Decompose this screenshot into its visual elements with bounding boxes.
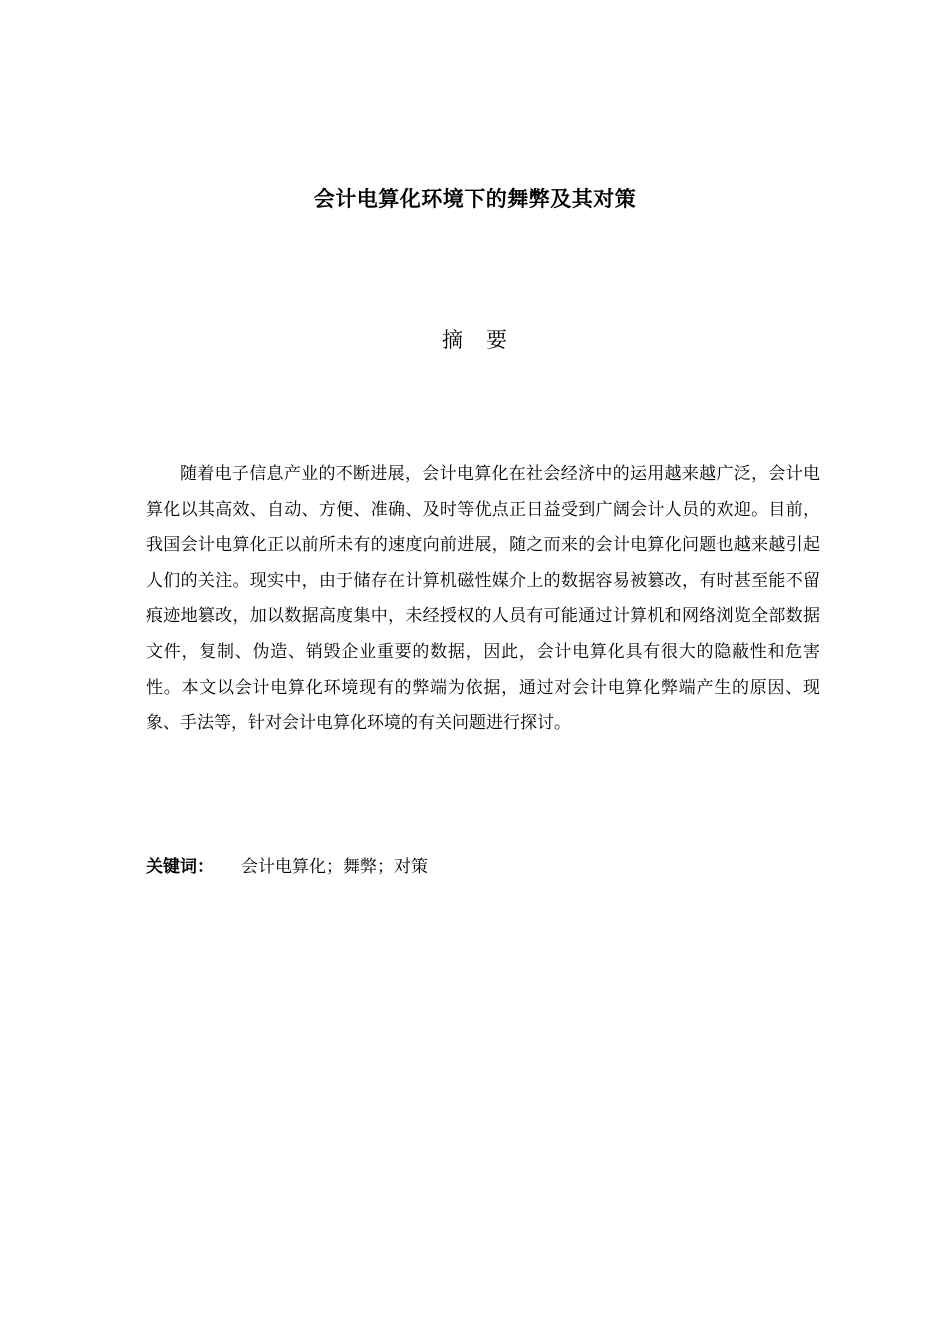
document-title: 会计电算化环境下的舞弊及其对策 (313, 187, 637, 211)
keywords-value: 会计电算化；舞弊；对策 (241, 857, 428, 877)
keywords-label: 关键词： (146, 857, 214, 877)
abstract-heading: 摘 要 (442, 328, 508, 352)
keywords-line (146, 852, 820, 882)
abstract-body: 随着电子信息产业的不断进展，会计电算化在社会经济中的运用越来越广泛，会计电算化以其高效、自动、方便、准确、及时等优点正日益受到广阔会计人员的欢迎。目前，我国会计电算化正以前所未有的速度向前进展，随之而来的会计电算化问题也越来越引起人们的关注。现实中，由于储存在计算机磁性媒介上的数据容易被篡改，有时甚至能不留痕迹地篡改，加以数据高度集中，未经授权的人员有可能通过计算机和网络浏览全部数据文件，复制、伪造、销毁企业重要的数据，因此，会计电算化具有很大的隐蔽性和危害性。本文以会计电算化环境现有的弊端为依据，通过对会计电算化弊端产生的原因、现象、手法等，针对会计电算化环境的有关问题进行探讨。 (146, 464, 820, 734)
